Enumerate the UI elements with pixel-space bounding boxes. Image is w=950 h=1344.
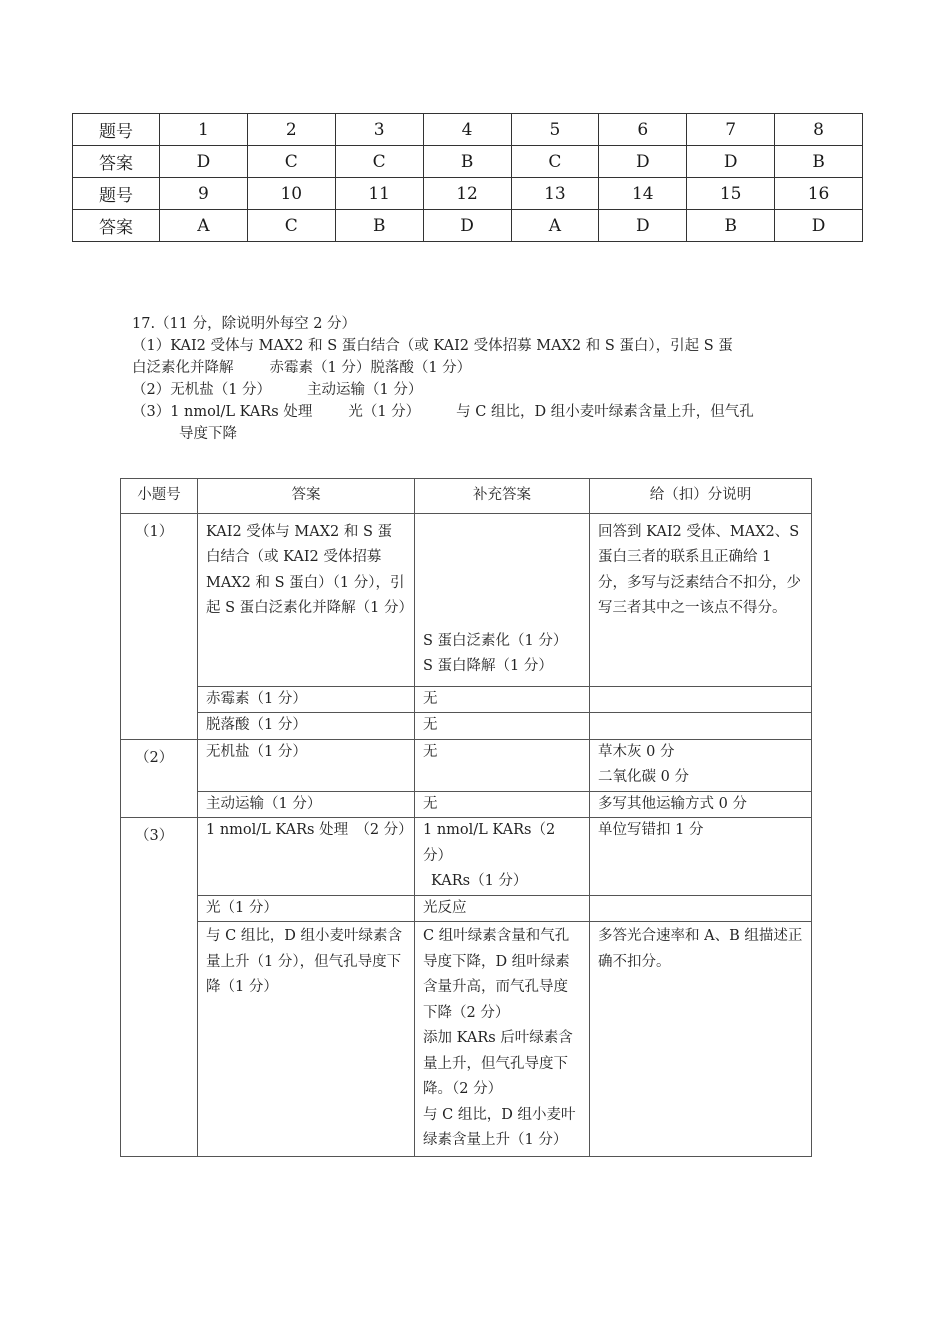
table-row — [121, 922, 812, 1157]
header-scoring-note: 给（扣）分说明 — [590, 479, 812, 514]
question-number: 8 — [775, 114, 863, 146]
answer-cell: B — [687, 210, 775, 242]
supplement-line: 添加 KARs 后叶绿素含量上升，但气孔导度下降。（2 分） — [423, 1030, 573, 1097]
q17-part1-line1: （1）KAI2 受体与 MAX2 和 S 蛋白结合（或 KAI2 受体招募 MAX2 和 S 蛋白），引起 S 蛋 — [132, 338, 733, 354]
scoring-note-line: 草木灰 0 分 — [598, 743, 675, 760]
question-number: 9 — [160, 178, 248, 210]
answer-cell: 赤霉素（1 分） — [198, 686, 415, 713]
answer-cell: 光（1 分） — [198, 895, 415, 922]
q17-part3a: （3）1 nmol/L KARs 处理 — [132, 404, 313, 420]
supplement-cell: 无 — [415, 739, 590, 791]
supplement-cell: 无 — [415, 713, 590, 740]
question-number: 5 — [511, 114, 599, 146]
subquestion-number: （3） — [121, 818, 198, 1157]
question-number: 12 — [423, 178, 511, 210]
answer-cell: C — [335, 146, 423, 178]
answer-cell: D — [423, 210, 511, 242]
row-label: 题号 — [73, 178, 160, 210]
table-row — [73, 210, 863, 242]
subquestion-number: （2） — [121, 739, 198, 818]
supplement-line: C 组叶绿素含量和气孔导度下降，D 组叶绿素含量升高，而气孔导度下降（2 分） — [423, 928, 570, 1021]
table-row — [121, 818, 812, 896]
answer-cell: C — [247, 146, 335, 178]
question-number: 1 — [160, 114, 248, 146]
supplement-cell — [415, 818, 590, 896]
question-number: 15 — [687, 178, 775, 210]
supplement-line: S 蛋白泛素化（1 分） — [423, 632, 568, 649]
supplement-line: 1 nmol/L KARs（2 分） — [423, 822, 556, 864]
table-row — [121, 791, 812, 818]
subquestion-number: （1） — [121, 513, 198, 739]
answer-cell: D — [599, 210, 687, 242]
answer-cell: 1 nmol/L KARs 处理 （2 分） — [198, 818, 415, 896]
question-number: 4 — [423, 114, 511, 146]
question-number: 3 — [335, 114, 423, 146]
answer-cell: A — [511, 210, 599, 242]
q17-part2b: 主动运输（1 分） — [307, 382, 423, 398]
answer-cell: A — [160, 210, 248, 242]
q17-part1-line2a: 白泛素化并降解 — [132, 360, 234, 376]
table-row — [121, 895, 812, 922]
header-subquestion: 小题号 — [121, 479, 198, 514]
answer-cell: D — [775, 210, 863, 242]
supplement-line: KARs（1 分） — [431, 873, 528, 889]
question-number: 2 — [247, 114, 335, 146]
table-row — [73, 146, 863, 178]
q17-part2 — [132, 379, 822, 401]
answer-cell: 主动运输（1 分） — [198, 791, 415, 818]
question-number: 13 — [511, 178, 599, 210]
answer-cell: 脱落酸（1 分） — [198, 713, 415, 740]
question-number: 7 — [687, 114, 775, 146]
answer-cell: C — [511, 146, 599, 178]
question-number: 16 — [775, 178, 863, 210]
answer-cell: C — [247, 210, 335, 242]
question-number: 10 — [247, 178, 335, 210]
q17-part1-line2b: 赤霉素（1 分）脱落酸（1 分） — [269, 360, 472, 376]
supplement-cell: 无 — [415, 791, 590, 818]
row-label: 题号 — [73, 114, 160, 146]
table-row — [121, 739, 812, 791]
q17-part3-line2: 导度下降 — [179, 426, 237, 442]
supplement-cell — [415, 513, 590, 686]
q17-heading: 17.（11 分，除说明外每空 2 分） — [132, 316, 357, 332]
q17-part2a: （2）无机盐（1 分） — [132, 382, 272, 398]
supplement-line: S 蛋白降解（1 分） — [423, 658, 553, 674]
row-label: 答案 — [73, 210, 160, 242]
scoring-note-cell: 多答光合速率和 A、B 组描述正确不扣分。 — [590, 922, 812, 1157]
answer-cell: B — [335, 210, 423, 242]
supplement-cell: 光反应 — [415, 895, 590, 922]
table-header-row — [121, 479, 812, 514]
q17-part1-line2 — [132, 357, 822, 379]
supplement-cell — [415, 922, 590, 1157]
answer-cell: 无机盐（1 分） — [198, 739, 415, 791]
row-label: 答案 — [73, 146, 160, 178]
q17-part3 — [132, 401, 822, 423]
q17-part3b: 光（1 分） — [348, 404, 421, 420]
scoring-note-cell: 多写其他运输方式 0 分 — [590, 791, 812, 818]
table-row — [73, 114, 863, 146]
q17-summary — [132, 313, 822, 445]
question-number: 6 — [599, 114, 687, 146]
answer-cell: B — [423, 146, 511, 178]
scoring-note-cell — [590, 739, 812, 791]
question-number: 14 — [599, 178, 687, 210]
grading-table — [120, 478, 812, 1157]
answer-key-table — [72, 113, 863, 242]
table-row — [121, 686, 812, 713]
answer-cell: D — [599, 146, 687, 178]
supplement-line: 与 C 组比，D 组小麦叶绿素含量上升（1 分） — [423, 1106, 576, 1148]
scoring-note-cell — [590, 686, 812, 713]
scoring-note-line: 二氧化碳 0 分 — [598, 769, 689, 785]
scoring-note-cell: 单位写错扣 1 分 — [590, 818, 812, 896]
scoring-note-cell — [590, 713, 812, 740]
answer-cell: B — [775, 146, 863, 178]
header-answer: 答案 — [198, 479, 415, 514]
answer-cell: 与 C 组比，D 组小麦叶绿素含量上升（1 分），但气孔导度下降（1 分） — [198, 922, 415, 1157]
answer-cell: D — [687, 146, 775, 178]
question-number: 11 — [335, 178, 423, 210]
table-row — [73, 178, 863, 210]
answer-cell: KAI2 受体与 MAX2 和 S 蛋白结合（或 KAI2 受体招募 MAX2 和 S 蛋白）（1 分），引起 S 蛋白泛素化并降解（1 分） — [198, 513, 415, 686]
table-row — [121, 713, 812, 740]
scoring-note-cell: 回答到 KAI2 受体、MAX2、S 蛋白三者的联系且正确给 1 分，多写与泛素结合不扣分，少写三者其中之一该点不得分。 — [590, 513, 812, 686]
answer-cell: D — [160, 146, 248, 178]
scoring-note-cell — [590, 895, 812, 922]
table-row — [121, 513, 812, 686]
header-supplement: 补充答案 — [415, 479, 590, 514]
supplement-cell: 无 — [415, 686, 590, 713]
q17-part3c: 与 C 组比，D 组小麦叶绿素含量上升，但气孔 — [456, 404, 754, 420]
